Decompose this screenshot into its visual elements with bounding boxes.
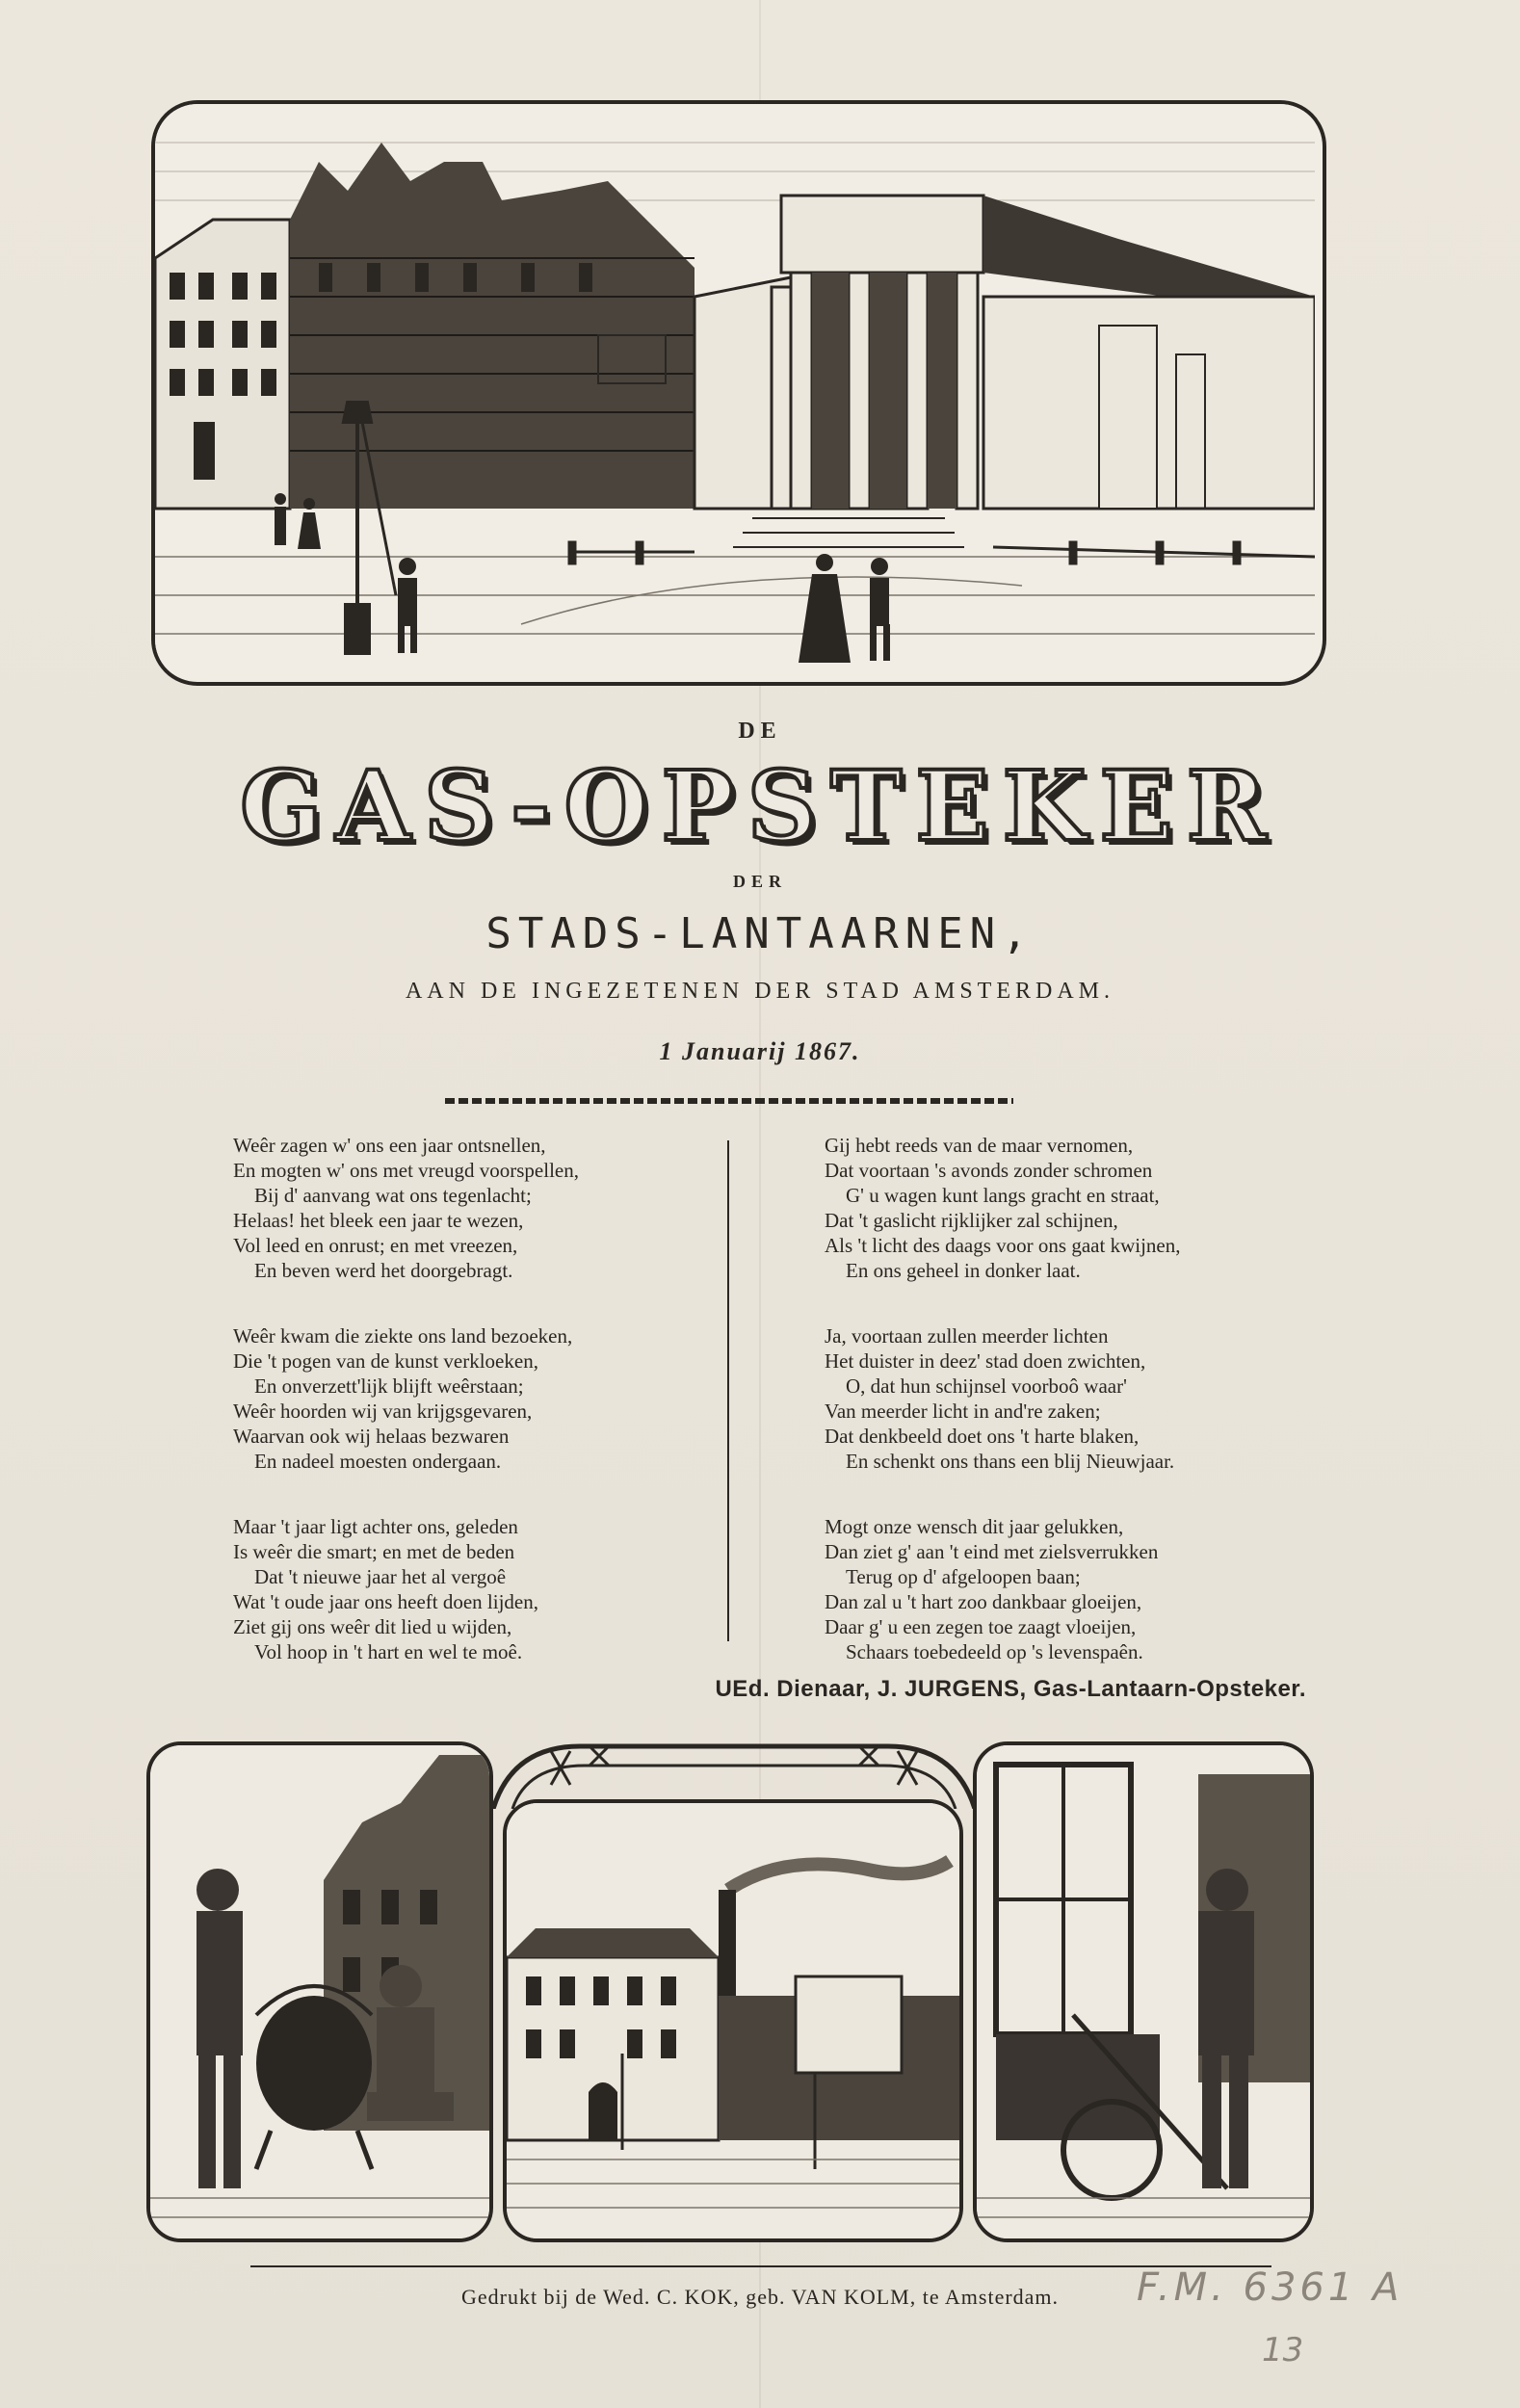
engraving-workers-with-cauldron [146,1741,493,2242]
verse-line: Dat denkbeeld doet ons 't harte blaken, [825,1425,1140,1448]
verse-line: Weêr kwam die ziekte ons land bezoeken, [233,1324,573,1348]
verse-line: Is weêr die smart; en met de beden [233,1540,515,1563]
verse-line: Vol leed en onrust; en met vreezen, [233,1234,518,1257]
verse-line: Mogt onze wensch dit jaar gelukken, [825,1515,1124,1538]
top-engraving [151,100,1326,686]
verse-line: Ziet gij ons weêr dit lied u wijden, [233,1615,512,1638]
stanza [233,1133,715,1283]
verse-line: Bij d' aanvang wat ons tegenlacht; [254,1184,532,1207]
gasworks-building [507,1928,719,2140]
verse-line: Ja, voortaan zullen meerder lichten [825,1324,1109,1348]
footer-rule [250,2265,1271,2267]
verse-line: Gij hebt reeds van de maar vernomen, [825,1134,1134,1157]
sheet-annotation: 13 [1262,2331,1304,2369]
verse-line: En nadeel moesten ondergaan. [254,1450,502,1473]
stanza [825,1514,1325,1664]
date-line: 1 Januarij 1867. [659,1037,861,1065]
verse-line: Die 't pogen van de kunst verkloeken, [233,1349,538,1373]
verse-line: Waarvan ook wij helaas bezwaren [233,1425,510,1448]
title-connector: DER [732,872,787,891]
verse-line: En onverzett'lijk blijft weêrstaan; [254,1374,524,1398]
title-article: DE [738,719,782,744]
verse-line: Als 't licht des daags voor ons gaat kwijnen, [825,1234,1181,1257]
stanza [233,1514,715,1664]
verse-line: Het duister in deez' stad doen zwichten, [825,1349,1146,1373]
poem-column-right [825,1133,1325,1705]
addressee-line: AAN DE INGEZETENEN DER STAD AMSTERDAM. [405,979,1115,1004]
bottom-engravings [146,1741,1314,2242]
verse-line: Weêr zagen w' ons een jaar ontsnellen, [233,1134,546,1157]
verse-line: Dan zal u 't hart zoo dankbaar gloeijen, [825,1590,1142,1613]
page-subtitle: STADS-LANTAARNEN, [485,909,1035,958]
verse-line: Helaas! het bleek een jaar te wezen, [233,1209,524,1232]
printer-imprint: Gedrukt bij de Wed. C. KOK, geb. VAN KOLM, te Amsterdam. [460,2285,1060,2309]
ornamental-rule [445,1098,1013,1104]
verse-line: Maar 't jaar ligt achter ons, geleden [233,1515,518,1538]
engraving-gasworks [503,1799,963,2242]
column-divider [727,1140,729,1641]
signature-line: UEd. Dienaar, J. JURGENS, Gas-Lantaarn-Opsteker. [715,1676,1306,1702]
verse-line: G' u wagen kunt langs gracht en straat, [846,1184,1160,1207]
verse-line: Schaars toebedeeld op 's levenspaên. [846,1640,1143,1663]
verse-line: Daar g' u een zegen toe zaagt vloeijen, [825,1615,1137,1638]
verse-line: En schenkt ons thans een blij Nieuwjaar. [846,1450,1175,1473]
verse-line: En ons geheel in donker laat. [846,1259,1081,1282]
verse-line: Van meerder licht in and're zaken; [825,1400,1101,1423]
verse-line: Dat 't nieuwe jaar het al vergoê [254,1565,507,1588]
verse-line: Dat 't gaslicht rijklijker zal schijnen, [825,1209,1118,1232]
poem-column-left [233,1133,715,1705]
verse-line: Weêr hoorden wij van krijgsgevaren, [233,1400,533,1423]
verse-line: Wat 't oude jaar ons heeft doen lijden, [233,1590,538,1613]
verse-line: Dat voortaan 's avonds zonder schromen [825,1159,1153,1182]
page-title: GAS-OPSTEKER [240,749,1280,863]
verse-line: O, dat hun schijnsel voorboô waar' [846,1374,1127,1398]
verse-line: Vol hoop in 't hart en wel te moê. [254,1640,523,1663]
engraving-worker-with-cart [973,1741,1314,2242]
verse-line: Dan ziet g' aan 't eind met zielsverrukken [825,1540,1159,1563]
catalog-annotation: F.M. 6361 A [1137,2265,1403,2310]
verse-line: En mogten w' ons met vreugd voorspellen, [233,1159,579,1182]
stanza [825,1133,1325,1283]
verse-line: En beven werd het doorgebragt. [254,1259,513,1282]
stanza [233,1323,715,1474]
verse-line: Terug op d' afgeloopen baan; [846,1565,1081,1588]
stanza [825,1323,1325,1474]
